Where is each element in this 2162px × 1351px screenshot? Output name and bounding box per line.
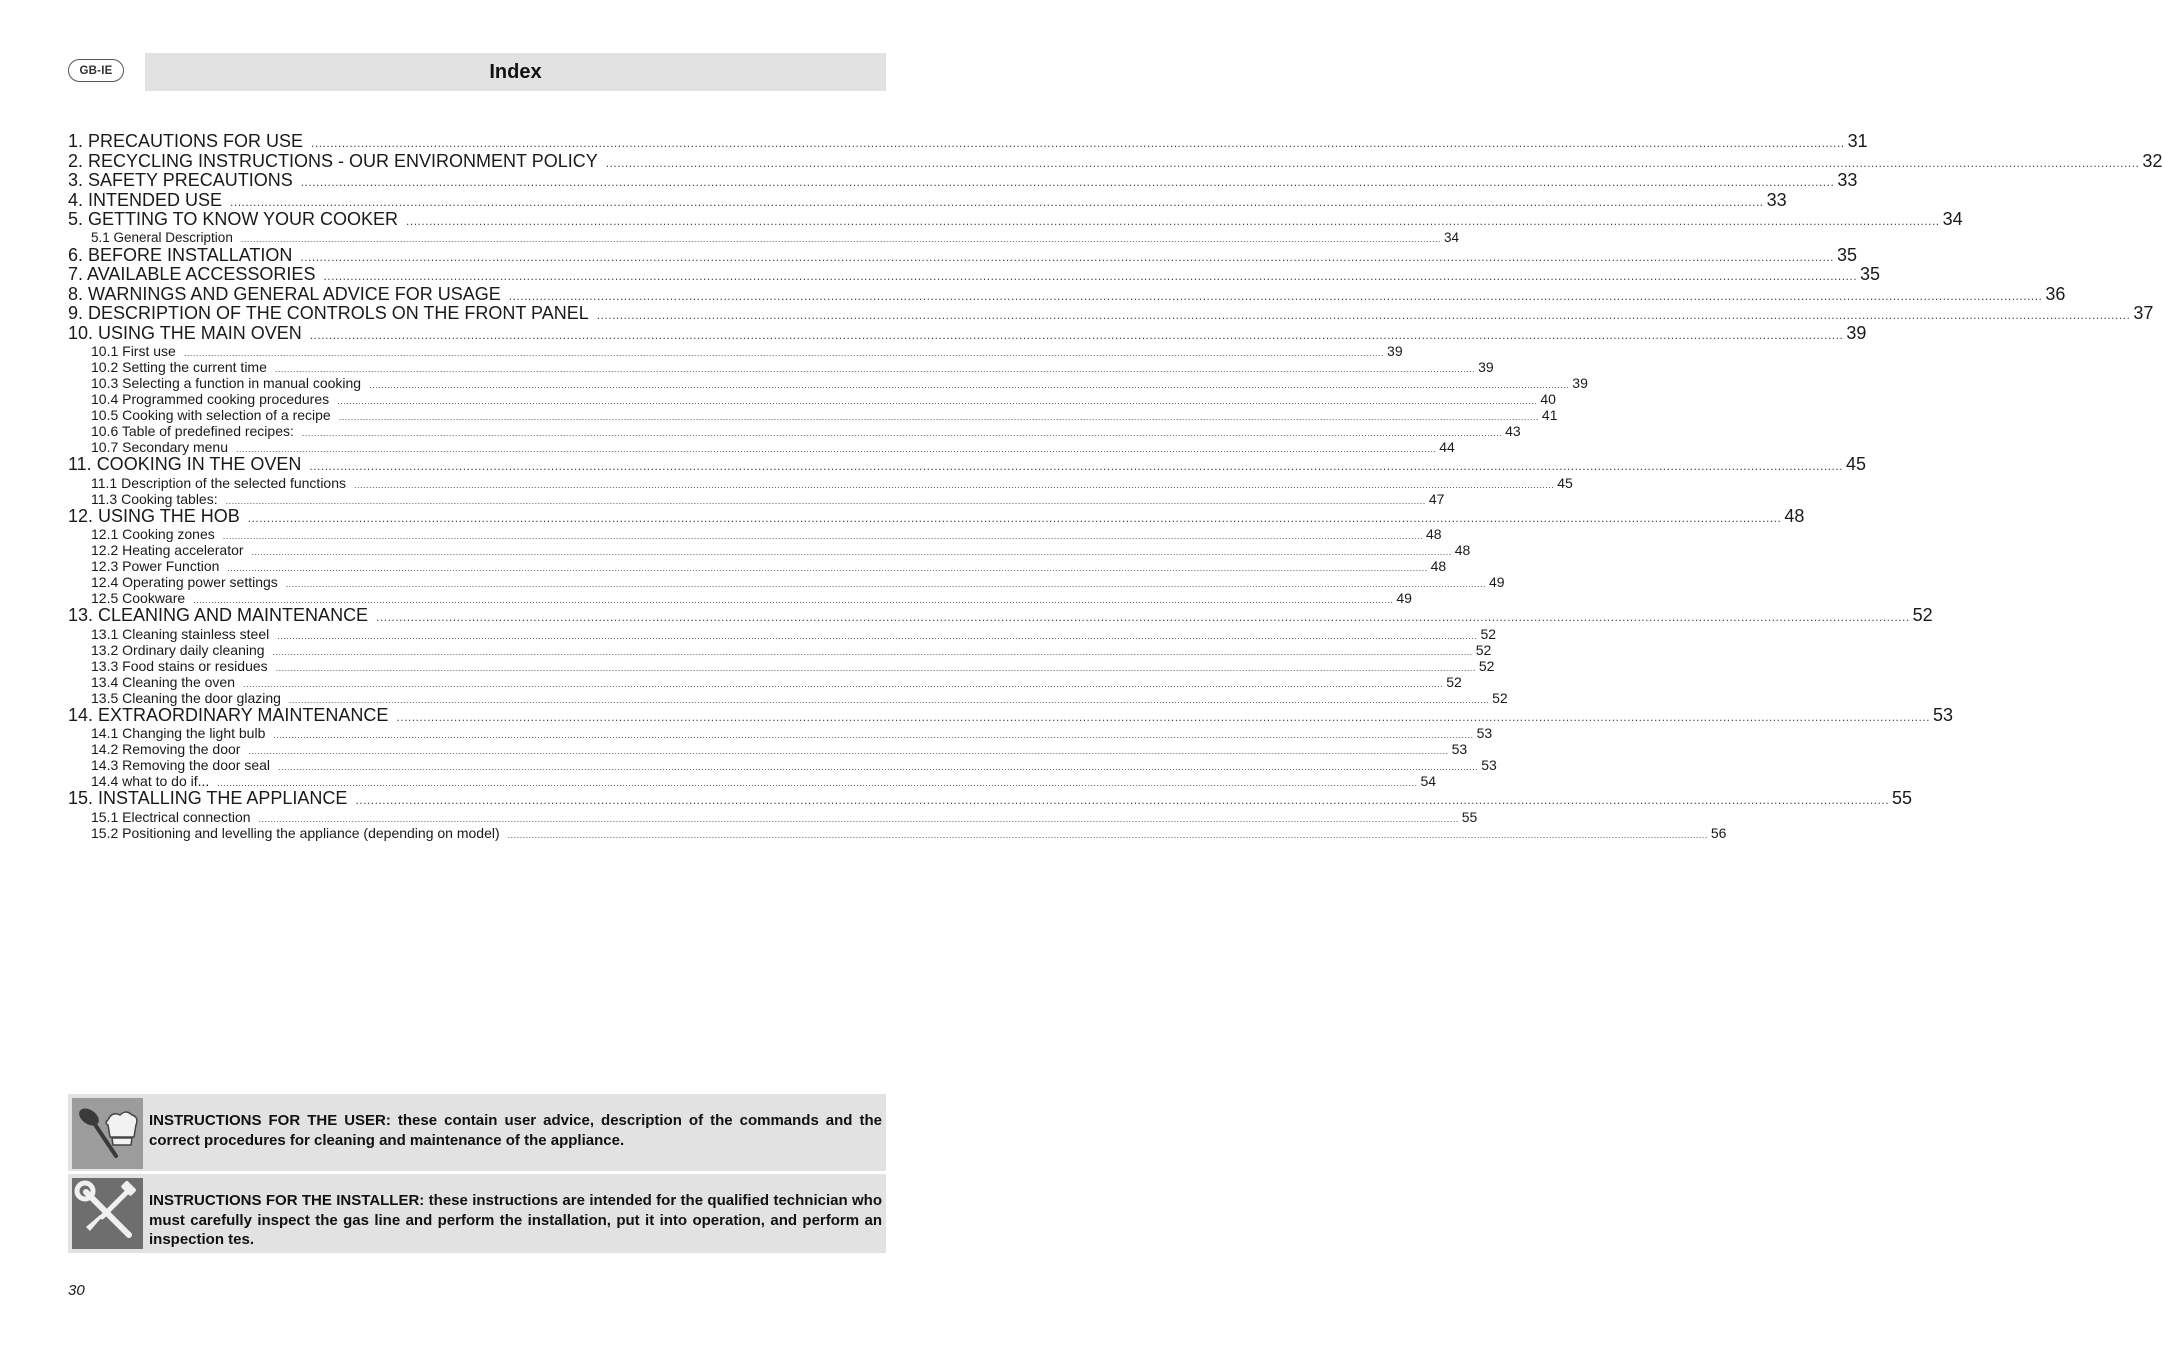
toc-leader-dots: ................................................................................................................................................................................................................................................................................................................................................................................................................ bbox=[507, 829, 1708, 840]
toc-label: 11.3 Cooking tables: bbox=[91, 490, 218, 507]
toc-label: 14. EXTRAORDINARY MAINTENANCE bbox=[68, 704, 389, 725]
toc-subsection[interactable] bbox=[68, 757, 1497, 773]
toc-subsection[interactable] bbox=[68, 673, 1462, 690]
toc-label: 10. USING THE MAIN OVEN bbox=[68, 322, 302, 343]
toc-leader-dots: ................................................................................................................................................................................................................................................................................................................................................................................................................ bbox=[251, 547, 1452, 557]
toc-leader-dots: ................................................................................................................................................................................................................................................................................................................................................................................................................ bbox=[354, 479, 1555, 490]
toc-page-number: 48 bbox=[1425, 526, 1442, 542]
toc-section[interactable] bbox=[68, 264, 1881, 285]
toc-page-number: 37 bbox=[2133, 303, 2154, 323]
toc-page-number: 56 bbox=[1710, 824, 1727, 841]
toc-subsection[interactable] bbox=[68, 490, 1445, 507]
toc-page-number: 31 bbox=[1847, 131, 1868, 151]
toc-page-number: 55 bbox=[1892, 788, 1913, 808]
toc-label: 10.1 First use bbox=[91, 343, 176, 359]
toc-leader-dots: ................................................................................................................................................................................................................................................................................................................................................................................................................ bbox=[596, 308, 2131, 322]
toc-subsection[interactable] bbox=[68, 439, 1455, 455]
toc-page-number: 43 bbox=[1505, 423, 1521, 439]
toc-leader-dots: ................................................................................................................................................................................................................................................................................................................................................................................................................ bbox=[248, 746, 1449, 756]
toc-section[interactable] bbox=[68, 454, 1867, 475]
toc-page-number: 33 bbox=[1766, 189, 1787, 210]
toc-page-number: 48 bbox=[1784, 505, 1805, 526]
toc-subsection[interactable] bbox=[68, 773, 1437, 789]
toc-page-number: 53 bbox=[1451, 741, 1468, 757]
toc-label: 12. USING THE HOB bbox=[68, 505, 240, 526]
toc-leader-dots: ................................................................................................................................................................................................................................................................................................................................................................................................................ bbox=[273, 730, 1474, 740]
toc-label: 10.7 Secondary menu bbox=[91, 439, 228, 455]
toc-subsection[interactable] bbox=[68, 641, 1492, 658]
toc-page-number: 49 bbox=[1488, 574, 1505, 590]
toc-leader-dots: ................................................................................................................................................................................................................................................................................................................................................................................................................ bbox=[301, 428, 1503, 438]
title-bar bbox=[145, 53, 886, 91]
toc-page-number: 34 bbox=[1942, 209, 1963, 229]
toc-leader-dots: ................................................................................................................................................................................................................................................................................................................................................................................................................ bbox=[247, 510, 1782, 525]
toc-page-number: 48 bbox=[1454, 542, 1471, 558]
toc-page-number: 34 bbox=[1444, 229, 1460, 245]
toc-page-number: 45 bbox=[1557, 474, 1573, 491]
toc-subsection[interactable] bbox=[68, 725, 1493, 741]
toc-label: 14.3 Removing the door seal bbox=[91, 757, 270, 773]
toc-section[interactable] bbox=[68, 189, 1787, 211]
toc-label: 11. COOKING IN THE OVEN bbox=[68, 454, 302, 474]
toc-leader-dots: ................................................................................................................................................................................................................................................................................................................................................................................................................ bbox=[311, 136, 1845, 150]
toc-label: 15. INSTALLING THE APPLIANCE bbox=[68, 788, 348, 808]
toc-leader-dots: ................................................................................................................................................................................................................................................................................................................................................................................................................ bbox=[338, 412, 1539, 422]
toc-page-number: 40 bbox=[1540, 391, 1556, 407]
toc-label: 10.4 Programmed cooking procedures bbox=[91, 391, 330, 407]
toc-section[interactable] bbox=[68, 303, 2154, 324]
toc-label: 5.1 General Description bbox=[91, 229, 233, 245]
toc-leader-dots: ................................................................................................................................................................................................................................................................................................................................................................................................................ bbox=[275, 662, 1476, 673]
toc-subsection[interactable] bbox=[68, 526, 1442, 542]
toc-subsection[interactable] bbox=[68, 741, 1468, 757]
toc-label: 11.1 Description of the selected functions bbox=[91, 474, 347, 491]
toc-label: 12.3 Power Function bbox=[91, 558, 220, 574]
toc-page-number: 53 bbox=[1476, 725, 1493, 741]
toc-page-number: 33 bbox=[1837, 170, 1858, 190]
toc-leader-dots: ................................................................................................................................................................................................................................................................................................................................................................................................................ bbox=[396, 709, 1930, 724]
toc-label: 15.2 Positioning and levelling the appliance (depending on model) bbox=[91, 824, 500, 841]
toc-label: 14.2 Removing the door bbox=[91, 741, 241, 757]
toc-label: 3. SAFETY PRECAUTIONS bbox=[68, 170, 293, 190]
toc-label: 14.1 Changing the light bulb bbox=[91, 725, 266, 741]
toc-leader-dots: ................................................................................................................................................................................................................................................................................................................................................................................................................ bbox=[243, 678, 1444, 689]
toc-leader-dots: ................................................................................................................................................................................................................................................................................................................................................................................................................ bbox=[605, 155, 2140, 170]
toc-label: 4. INTENDED USE bbox=[68, 189, 223, 210]
page-title: Index bbox=[489, 60, 542, 83]
toc-subsection[interactable] bbox=[68, 558, 1447, 574]
toc-leader-dots: ................................................................................................................................................................................................................................................................................................................................................................................................................ bbox=[258, 813, 1459, 824]
toc-section[interactable] bbox=[68, 704, 1954, 726]
installer-instructions-box bbox=[68, 1174, 886, 1253]
user-instructions-box bbox=[68, 1094, 886, 1171]
toc-label: 10.6 Table of predefined recipes: bbox=[91, 423, 294, 439]
toc-page-number: 35 bbox=[1860, 264, 1881, 284]
toc-leader-dots: ................................................................................................................................................................................................................................................................................................................................................................................................................ bbox=[193, 595, 1394, 605]
toc-label: 10.3 Selecting a function in manual cooking bbox=[91, 375, 362, 391]
toc-subsection[interactable] bbox=[68, 343, 1403, 359]
toc-label: 13.5 Cleaning the door glazing bbox=[91, 689, 281, 706]
toc-leader-dots: ................................................................................................................................................................................................................................................................................................................................................................................................................ bbox=[337, 396, 1538, 406]
toc-page-number: 52 bbox=[1492, 689, 1508, 706]
toc-subsection[interactable] bbox=[68, 574, 1505, 590]
toc-section[interactable] bbox=[68, 209, 1963, 230]
toc-page-number: 35 bbox=[1836, 244, 1858, 265]
toc-label: 12.1 Cooking zones bbox=[91, 526, 215, 542]
toc-leader-dots: ................................................................................................................................................................................................................................................................................................................................................................................................................ bbox=[508, 288, 2043, 303]
toc-page-number: 48 bbox=[1430, 558, 1447, 574]
toc-subsection[interactable] bbox=[68, 824, 1727, 841]
toc-leader-dots: ................................................................................................................................................................................................................................................................................................................................................................................................................ bbox=[288, 694, 1490, 705]
toc-label: 10.5 Cooking with selection of a recipe bbox=[91, 407, 331, 423]
toc-subsection[interactable] bbox=[68, 590, 1412, 606]
toc-page-number: 55 bbox=[1461, 808, 1478, 825]
toc-label: 13.4 Cleaning the oven bbox=[91, 673, 235, 690]
toc-page-number: 39 bbox=[1572, 375, 1588, 391]
toc-page-number: 32 bbox=[2142, 150, 2162, 171]
toc-label: 10.2 Setting the current time bbox=[91, 359, 267, 375]
toc-subsection[interactable] bbox=[68, 407, 1558, 423]
toc-label: 15.1 Electrical connection bbox=[91, 808, 251, 825]
toc-label: 13.3 Food stains or residues bbox=[91, 657, 268, 674]
toc-leader-dots: ................................................................................................................................................................................................................................................................................................................................................................................................................ bbox=[222, 531, 1423, 541]
table-of-contents bbox=[68, 131, 2162, 841]
toc-page-number: 39 bbox=[1846, 322, 1867, 343]
toc-label: 12.2 Heating accelerator bbox=[91, 542, 244, 558]
toc-page-number: 52 bbox=[1446, 673, 1462, 690]
toc-subsection[interactable] bbox=[68, 474, 1573, 491]
toc-leader-dots: ................................................................................................................................................................................................................................................................................................................................................................................................................ bbox=[376, 610, 1910, 624]
toc-label: 7. AVAILABLE ACCESSORIES bbox=[68, 264, 316, 284]
toc-subsection[interactable] bbox=[68, 359, 1494, 375]
toc-page-number: 52 bbox=[1912, 605, 1933, 625]
toc-page-number: 39 bbox=[1478, 359, 1494, 375]
toc-label: 1. PRECAUTIONS FOR USE bbox=[68, 131, 304, 151]
toc-leader-dots: ................................................................................................................................................................................................................................................................................................................................................................................................................ bbox=[369, 380, 1570, 390]
toc-label: 13.2 Ordinary daily cleaning bbox=[91, 641, 265, 658]
toc-label: 12.5 Cookware bbox=[91, 590, 186, 606]
toc-leader-dots: ................................................................................................................................................................................................................................................................................................................................................................................................................ bbox=[300, 249, 1834, 264]
toc-leader-dots: ................................................................................................................................................................................................................................................................................................................................................................................................................ bbox=[355, 793, 1890, 807]
toc-label: 9. DESCRIPTION OF THE CONTROLS ON THE FRONT PANEL bbox=[68, 303, 589, 323]
toc-leader-dots: ................................................................................................................................................................................................................................................................................................................................................................................................................ bbox=[300, 175, 1835, 189]
toc-section[interactable] bbox=[68, 505, 1805, 527]
toc-label: 8. WARNINGS AND GENERAL ADVICE FOR USAGE bbox=[68, 283, 501, 304]
toc-leader-dots: ................................................................................................................................................................................................................................................................................................................................................................................................................ bbox=[309, 327, 1844, 342]
toc-subsection[interactable] bbox=[68, 423, 1521, 439]
toc-section[interactable] bbox=[68, 605, 1933, 626]
toc-subsection[interactable] bbox=[68, 391, 1556, 407]
chef-spoon-icon bbox=[72, 1098, 143, 1169]
toc-leader-dots: ................................................................................................................................................................................................................................................................................................................................................................................................................ bbox=[217, 778, 1418, 788]
toc-label: 13. CLEANING AND MAINTENANCE bbox=[68, 605, 369, 625]
toc-label: 14.4 what to do if... bbox=[91, 773, 210, 789]
toc-section[interactable] bbox=[68, 150, 2162, 172]
toc-label: 12.4 Operating power settings bbox=[91, 574, 278, 590]
toc-subsection[interactable] bbox=[68, 657, 1495, 674]
toc-leader-dots: ................................................................................................................................................................................................................................................................................................................................................................................................................ bbox=[323, 269, 1858, 283]
toc-leader-dots: ................................................................................................................................................................................................................................................................................................................................................................................................................ bbox=[274, 364, 1476, 374]
toc-leader-dots: ................................................................................................................................................................................................................................................................................................................................................................................................................ bbox=[227, 563, 1428, 573]
toc-leader-dots: ................................................................................................................................................................................................................................................................................................................................................................................................................ bbox=[225, 495, 1426, 506]
toc-page-number: 41 bbox=[1541, 407, 1558, 423]
toc-subsection[interactable] bbox=[68, 625, 1497, 642]
toc-page-number: 52 bbox=[1478, 657, 1495, 674]
toc-label: 5. GETTING TO KNOW YOUR COOKER bbox=[68, 209, 399, 229]
toc-section[interactable] bbox=[68, 131, 1868, 152]
toc-section[interactable] bbox=[68, 170, 1858, 191]
user-instructions-text: INSTRUCTIONS FOR THE USER: these contain user advice, description of the commands and the correct procedures for cleaning and maintenance of the appliance. bbox=[149, 1112, 882, 1149]
toc-label: 13.1 Cleaning stainless steel bbox=[91, 625, 270, 642]
toc-page-number: 53 bbox=[1481, 757, 1497, 773]
installer-instructions-text: INSTRUCTIONS FOR THE INSTALLER: these instructions are intended for the qualified technician who must carefully inspect the gas line and perform the installation, put it into operation, and perform an inspection tes. bbox=[149, 1192, 882, 1248]
toc-leader-dots: ................................................................................................................................................................................................................................................................................................................................................................................................................ bbox=[240, 233, 1442, 244]
language-badge: GB-IE bbox=[68, 59, 124, 82]
toc-subsection[interactable] bbox=[68, 375, 1588, 391]
toc-leader-dots: ................................................................................................................................................................................................................................................................................................................................................................................................................ bbox=[277, 630, 1478, 641]
toc-leader-dots: ................................................................................................................................................................................................................................................................................................................................................................................................................ bbox=[272, 646, 1473, 657]
toc-page-number: 39 bbox=[1387, 343, 1403, 359]
toc-page-number: 45 bbox=[1845, 454, 1867, 474]
toc-page-number: 52 bbox=[1480, 625, 1497, 642]
toc-leader-dots: ................................................................................................................................................................................................................................................................................................................................................................................................................ bbox=[235, 444, 1437, 454]
toc-section[interactable] bbox=[68, 788, 1913, 809]
toc-leader-dots: ................................................................................................................................................................................................................................................................................................................................................................................................................ bbox=[183, 348, 1385, 358]
toc-page-number: 47 bbox=[1428, 490, 1445, 507]
toc-label: 2. RECYCLING INSTRUCTIONS - OUR ENVIRONMENT POLICY bbox=[68, 150, 598, 171]
toc-leader-dots: ................................................................................................................................................................................................................................................................................................................................................................................................................ bbox=[406, 214, 1940, 228]
toc-page-number: 54 bbox=[1420, 773, 1437, 789]
toc-subsection[interactable] bbox=[68, 808, 1478, 825]
toc-section[interactable] bbox=[68, 283, 2066, 305]
toc-section[interactable] bbox=[68, 322, 1867, 344]
toc-subsection[interactable] bbox=[68, 229, 1460, 246]
toc-leader-dots: ................................................................................................................................................................................................................................................................................................................................................................................................................ bbox=[309, 459, 1843, 473]
toc-label: 6. BEFORE INSTALLATION bbox=[68, 244, 293, 265]
toc-page-number: 44 bbox=[1439, 439, 1455, 455]
toc-page-number: 53 bbox=[1933, 704, 1954, 725]
toc-page-number: 52 bbox=[1475, 641, 1492, 658]
toc-page-number: 36 bbox=[2045, 283, 2066, 304]
toc-leader-dots: ................................................................................................................................................................................................................................................................................................................................................................................................................ bbox=[285, 579, 1486, 589]
toc-leader-dots: ................................................................................................................................................................................................................................................................................................................................................................................................................ bbox=[278, 762, 1479, 772]
toc-subsection[interactable] bbox=[68, 542, 1471, 558]
toc-page-number: 49 bbox=[1396, 590, 1412, 606]
toc-section[interactable] bbox=[68, 244, 1858, 266]
toc-subsection[interactable] bbox=[68, 689, 1508, 706]
wrench-screwdriver-icon bbox=[72, 1178, 143, 1249]
toc-leader-dots: ................................................................................................................................................................................................................................................................................................................................................................................................................ bbox=[230, 194, 1764, 209]
page-number: 30 bbox=[68, 1282, 85, 1299]
